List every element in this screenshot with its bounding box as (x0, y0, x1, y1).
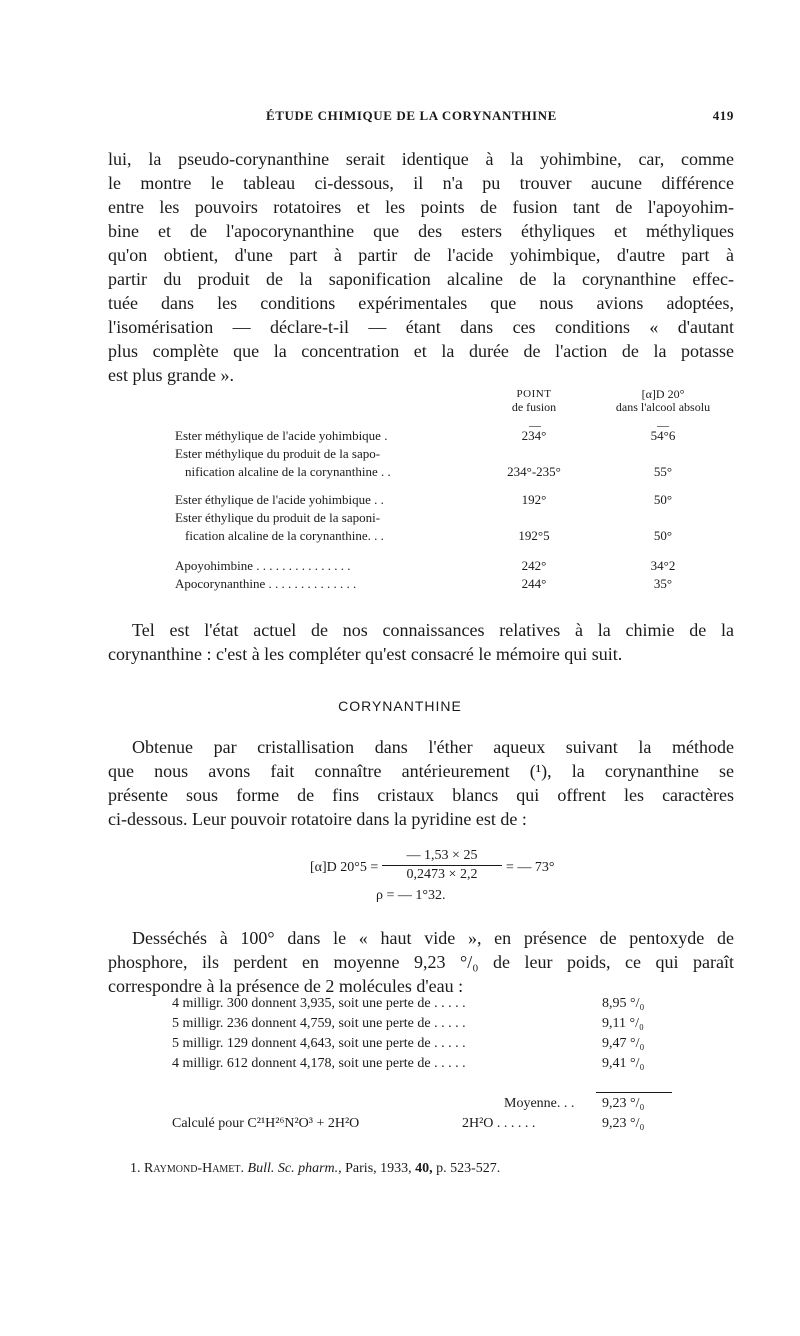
page-number: 419 (712, 108, 734, 123)
mean-row (172, 1096, 672, 1116)
calculated-value: 9,23 °/₀ (602, 1116, 645, 1131)
rotation-value: 50° (653, 492, 673, 507)
text-line: que nous avons fait connaître antérieurement (¹), la corynanthine se (108, 761, 734, 781)
text-line: le montre le tableau ci-dessous, il n'a pu trouver aucune différence (108, 173, 734, 193)
text-line: entre les pouvoirs rotatoires et les points de fusion tant de l'apoyohim- (108, 197, 734, 217)
footnote-pages: p. 523-527. (436, 1161, 501, 1176)
measurement-text: 4 milligr. 612 donnent 4,178, soit une perte de . . . . . (172, 1056, 466, 1071)
measurement-row (172, 1056, 672, 1076)
text-line: Desséchés à 100° dans le « haut vide », en présence de pentoxyde de (132, 928, 734, 948)
column-header-fusion (499, 388, 569, 414)
footnote-author: Raymond-Hamet. (144, 1161, 245, 1176)
row-label-continued: nification alcaline de la corynanthine . . (185, 464, 391, 479)
mean-value: 9,23 °/₀ (602, 1096, 645, 1111)
formula-denominator: 0,2473 × 2,2 (406, 867, 478, 882)
row-label: Ester méthylique de l'acide yohimbique . (175, 428, 388, 443)
text-line: Obtenue par cristallisation dans l'éther aqueux suivant la méthode (132, 737, 734, 757)
column-rule: — (657, 418, 669, 432)
measurement-text: 5 milligr. 236 donnent 4,759, soit une perte de . . . . . (172, 1016, 466, 1031)
fusion-value: 234°-235° (507, 464, 561, 479)
paragraph-drying (108, 926, 734, 998)
column-header-rotation (593, 388, 733, 414)
row-label: Apoyohimbine . . . . . . . . . . . . . . . (175, 558, 351, 573)
fusion-value: 242° (521, 558, 547, 573)
text-line: phosphore, ils perdent en moyenne 9,23 °/₀ de leur poids, ce qui paraît (108, 952, 734, 972)
row-label: Ester méthylique du produit de la sapo- (175, 446, 381, 461)
measurement-value: 8,95 °/₀ (602, 996, 645, 1011)
calculated-row (172, 1116, 672, 1136)
measurement-row (172, 1036, 672, 1056)
formula-lhs: [α]D 20°5 = (310, 860, 379, 875)
formula-rho: ρ = — 1°32. (376, 888, 446, 903)
row-label: Ester éthylique du produit de la saponi- (175, 510, 381, 525)
fusion-value: 192° (521, 492, 547, 507)
table-row (175, 446, 715, 482)
measurement-row (172, 996, 672, 1016)
rotation-value: 34°2 (650, 558, 676, 573)
footnote-volume: 40, (415, 1161, 433, 1176)
text-line: qu'on obtient, d'une part à partir de l'acide yohimbique, d'autre part à (108, 245, 734, 265)
rotation-value: 54°6 (650, 428, 676, 443)
sum-rule (596, 1092, 672, 1093)
calculated-label: Calculé pour C²¹H²⁶N²O³ + 2H²O (172, 1116, 360, 1131)
table-row (175, 558, 715, 576)
fusion-value: 234° (521, 428, 547, 443)
paragraph-crystallisation (108, 735, 734, 831)
text-line: Tel est l'état actuel de nos connaissances relatives à la chimie de la (132, 620, 734, 640)
mean-label: Moyenne. . . (504, 1096, 575, 1111)
row-label: Apocorynanthine . . . . . . . . . . . . . . (175, 576, 357, 591)
footnote (130, 1161, 500, 1177)
section-title: CORYNANTHINE (338, 698, 462, 714)
measurement-value: 9,11 °/₀ (602, 1016, 644, 1031)
text-line: partir du produit de la saponification alcaline de la corynanthine effec- (108, 269, 734, 289)
table-row (175, 492, 715, 510)
row-label: Ester éthylique de l'acide yohimbique . . (175, 492, 384, 507)
formula-numerator: — 1,53 × 25 (382, 848, 502, 866)
table-row (175, 510, 715, 546)
measurement-text: 5 milligr. 129 donnent 4,643, soit une perte de . . . . . (172, 1036, 466, 1051)
column-header-line: [α]D 20° (641, 387, 685, 401)
text-line: plus complète que la concentration et la durée de l'action de la potasse (108, 341, 734, 361)
column-header-line: de fusion (511, 400, 557, 414)
text-line: l'isomérisation — déclare-t-il — étant dans ces conditions « d'autant (108, 317, 734, 337)
text-line: corynanthine : c'est à les compléter qu'est consacré le mémoire qui suit. (108, 644, 623, 664)
column-header-line: POINT (516, 388, 552, 400)
table-row (175, 428, 715, 446)
rotation-value: 35° (653, 576, 673, 591)
text-line: présente sous forme de fins cristaux blancs qui offrent les caractères (108, 785, 734, 805)
column-rule: — (529, 418, 541, 432)
table-row (175, 576, 715, 594)
rotation-value: 55° (653, 464, 673, 479)
measurement-value: 9,41 °/₀ (602, 1056, 645, 1071)
measurement-value: 9,47 °/₀ (602, 1036, 645, 1051)
row-label-continued: fication alcaline de la corynanthine. . . (185, 528, 384, 543)
running-title: ÉTUDE CHIMIQUE DE LA CORYNANTHINE (266, 108, 557, 123)
measurement-text: 4 milligr. 300 donnent 3,935, soit une perte de . . . . . (172, 996, 466, 1011)
formula-fraction (382, 848, 502, 883)
rotation-value: 50° (653, 528, 673, 543)
paragraph-intro (108, 147, 734, 387)
footnote-journal: Bull. Sc. pharm., (247, 1161, 342, 1176)
text-line: tuée dans les conditions expérimentales que nous avions adoptées, (108, 293, 734, 313)
text-line: lui, la pseudo-corynanthine serait identique à la yohimbine, car, comme (108, 149, 734, 169)
column-header-line: dans l'alcool absolu (615, 400, 711, 414)
paragraph-state-of-knowledge (108, 618, 734, 666)
calculated-water: 2H²O . . . . . . (462, 1116, 536, 1131)
footnote-number: 1. (130, 1161, 141, 1176)
text-line: bine et de l'apocorynanthine que des esters éthyliques et méthyliques (108, 221, 734, 241)
fusion-value: 244° (521, 576, 547, 591)
measurement-row (172, 1016, 672, 1036)
text-line: ci-dessous. Leur pouvoir rotatoire dans la pyridine est de : (108, 809, 527, 829)
formula-rhs: = — 73° (506, 860, 555, 875)
footnote-place: Paris, 1933, (345, 1161, 412, 1176)
text-line: correspondre à la présence de 2 molécules d'eau : (108, 976, 464, 996)
fusion-value: 192°5 (518, 528, 550, 543)
text-line: est plus grande ». (108, 365, 234, 385)
